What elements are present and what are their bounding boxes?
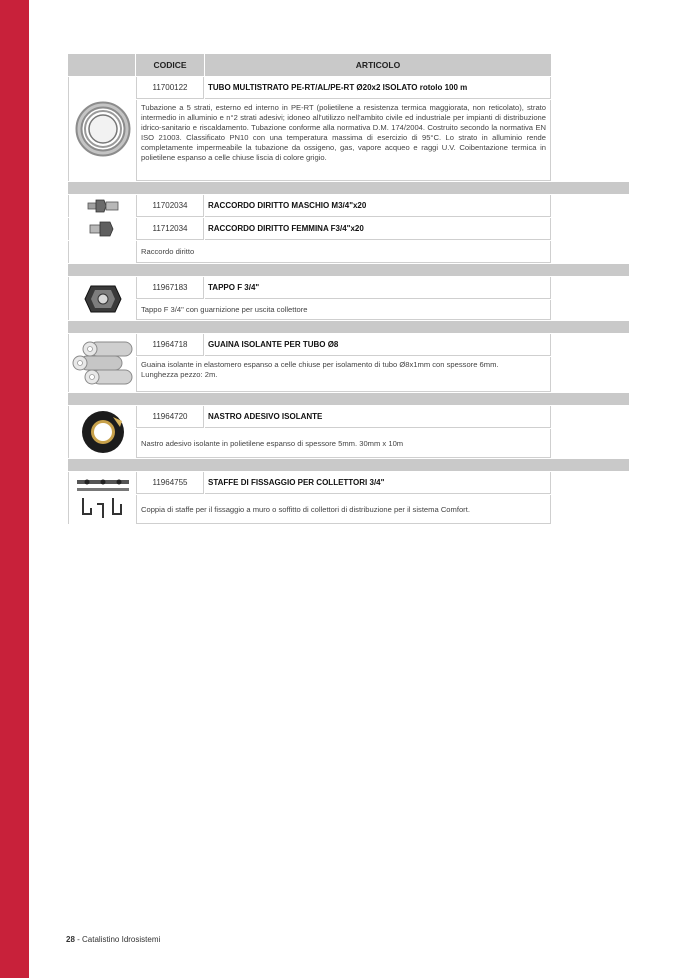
footer-separator: - (74, 935, 83, 944)
product-description: Coppia di staffe per il fissaggio a muro o soffitto di collettori di distribuzione per il sistema Comfort. (136, 495, 551, 524)
mounting-bracket-icon (73, 474, 133, 522)
product-image-tape (68, 406, 136, 458)
product-title: RACCORDO DIRITTO MASCHIO M3/4"x20 (205, 195, 551, 217)
product-description: Nastro adesivo isolante in polietilene espanso di spessore 5mm. 30mm x 10m (136, 429, 551, 458)
product-description: Tubazione a 5 strati, esterno ed interno in PE-RT (polietilene a resistenza termica maggiorata, non reticolato), strato intermedio in alluminio e n°2 strati adesivi; idoneo all'utilizzo nell'ambito civile ed industriale per impianti di distribuzione idrico-sanitario e riscaldamento. Tubazione conforme alla normativa D.M. 174/2004. Costruito secondo la normativa EN ISO 21003. Classificato PN10 con una temperatura massima di esercizio di 95°C. Lo strato in alluminio rende completamente impermeabile la tubazione da ossigeno, gas, vapore acqueo e raggi U.V. Coibentazione termica in polietilene espanso a celle chiuse liscia di colore grigio. (136, 100, 551, 181)
header-code: CODICE (136, 54, 204, 76)
page-footer (66, 935, 160, 944)
product-length: Lunghezza pezzo: 2m. (141, 370, 218, 379)
brand-sidebar-bar (0, 0, 29, 978)
header-image-column (68, 54, 135, 76)
male-fitting-icon (86, 198, 120, 214)
section-separator (68, 459, 629, 471)
product-code: 11964755 (136, 472, 204, 494)
page-number: 28 (66, 935, 75, 944)
product-title: RACCORDO DIRITTO FEMMINA F3/4"x20 (205, 218, 551, 240)
pipe-coil-icon (75, 101, 131, 157)
product-title: GUAINA ISOLANTE PER TUBO Ø8 (205, 334, 551, 356)
female-fitting-icon (88, 221, 118, 237)
product-image-pipe (68, 77, 136, 181)
product-title: STAFFE DI FISSAGGIO PER COLLETTORI 3/4" (205, 472, 551, 494)
product-title: TUBO MULTISTRATO PE-RT/AL/PE-RT Ø20x2 ISOLATO rotolo 100 m (205, 77, 551, 99)
product-code: 11964718 (136, 334, 204, 356)
product-code: 11702034 (136, 195, 204, 217)
product-image-cap (68, 277, 136, 320)
cap-plug-icon (83, 280, 123, 318)
product-title: NASTRO ADESIVO ISOLANTE (205, 406, 551, 428)
product-image-empty (68, 241, 136, 263)
product-code: 11964720 (136, 406, 204, 428)
section-separator (68, 264, 629, 276)
product-code: 11712034 (136, 218, 204, 240)
product-description: Raccordo diritto (136, 241, 551, 263)
product-code: 11967183 (136, 277, 204, 299)
section-separator (68, 182, 629, 194)
product-description-block (136, 357, 551, 392)
product-image-sleeve (68, 334, 136, 392)
insulation-sleeve-icon (72, 336, 134, 390)
product-image-brackets (68, 472, 136, 524)
section-separator (68, 393, 629, 405)
product-code: 11700122 (136, 77, 204, 99)
tape-roll-icon (80, 409, 126, 455)
product-title: TAPPO F 3/4" (205, 277, 551, 299)
catalog-name: Catalistino Idrosistemi (82, 935, 161, 944)
product-description: Tappo F 3/4" con guarnizione per uscita collettore (136, 300, 551, 320)
product-image-male-fitting (68, 195, 136, 217)
product-description: Guaina isolante in elastomero espanso a celle chiuse per isolamento di tubo Ø8x1mm con spessore 6mm. (141, 360, 499, 369)
section-separator (68, 321, 629, 333)
header-article: ARTICOLO (205, 54, 551, 76)
product-image-female-fitting (68, 218, 136, 240)
